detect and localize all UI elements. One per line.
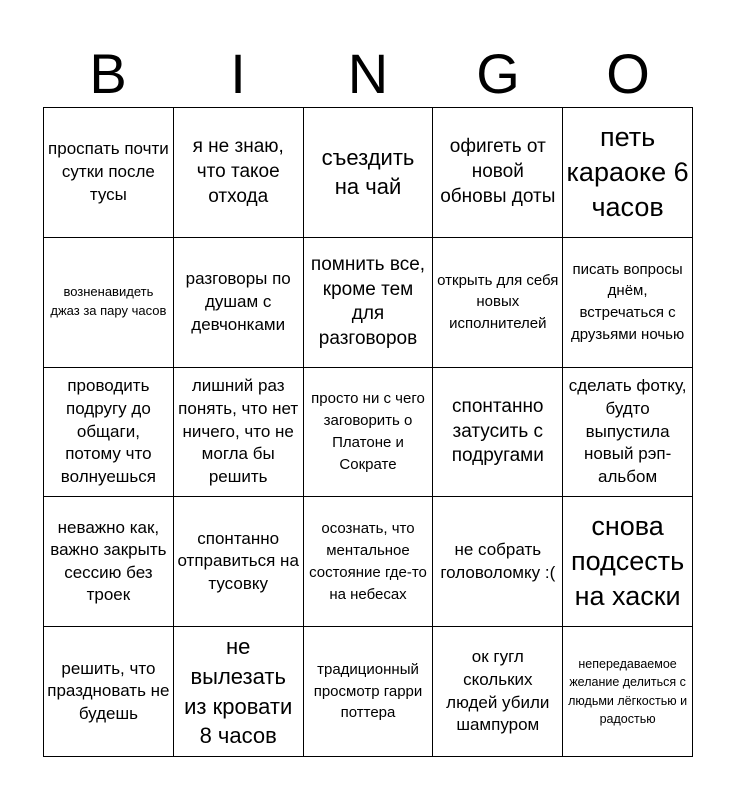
bingo-cell-r5c4[interactable]: ок гугл скольких людей убили шампуром [433,627,563,757]
bingo-cell-r4c3[interactable]: осознать, что ментальное состояние где-то на небесах [304,497,434,627]
header-letter-b: B [89,42,127,105]
bingo-cell-r2c4[interactable]: открыть для себя новых исполнителей [433,238,563,368]
bingo-cell-r3c2[interactable]: лишний раз понять, что нет ничего, что не могла бы решить [174,368,304,498]
bingo-cell-r3c4[interactable]: спонтанно затусить с подругами [433,368,563,498]
bingo-cell-r5c5[interactable]: непередаваемое желание делиться с людьми лёгкостью и радостью [563,627,693,757]
header-letter-o: O [606,42,650,105]
bingo-cell-r3c1[interactable]: проводить подругу до общаги, потому что волнуешься [44,368,174,498]
header-letter-n: N [347,42,389,105]
bingo-cell-r1c5[interactable]: петь караоке 6 часов [563,108,693,238]
bingo-cell-r2c5[interactable]: писать вопросы днём, встречаться с друзьями ночью [563,238,693,368]
header-letter-g: G [476,42,520,105]
header-letter-i: I [230,42,246,105]
bingo-cell-r5c1[interactable]: решить, что праздновать не будешь [44,627,174,757]
bingo-cell-r4c1[interactable]: неважно как, важно закрыть сессию без троек [44,497,174,627]
bingo-cell-r1c4[interactable]: офигеть от новой обновы доты [433,108,563,238]
bingo-cell-r4c4[interactable]: не собрать головоломку :( [433,497,563,627]
bingo-cell-r3c5[interactable]: сделать фотку, будто выпустила новый рэп-альбом [563,368,693,498]
bingo-cell-r1c2[interactable]: я не знаю, что такое отхода [174,108,304,238]
bingo-grid [43,107,693,757]
bingo-cell-r3c3[interactable]: просто ни с чего заговорить о Платоне и Сократе [304,368,434,498]
bingo-header [43,40,693,108]
bingo-cell-r5c2[interactable]: не вылезать из кровати 8 часов [174,627,304,757]
bingo-cell-r4c2[interactable]: спонтанно отправиться на тусовку [174,497,304,627]
bingo-cell-r4c5[interactable]: снова подсесть на хаски [563,497,693,627]
bingo-cell-r1c3[interactable]: съездить на чай [304,108,434,238]
bingo-cell-r2c1[interactable]: возненавидеть джаз за пару часов [44,238,174,368]
bingo-cell-r1c1[interactable]: проспать почти сутки после тусы [44,108,174,238]
bingo-cell-r2c3[interactable]: помнить все, кроме тем для разговоров [304,238,434,368]
bingo-cell-r2c2[interactable]: разговоры по душам с девчонками [174,238,304,368]
bingo-cell-r5c3[interactable]: традиционный просмотр гарри поттера [304,627,434,757]
